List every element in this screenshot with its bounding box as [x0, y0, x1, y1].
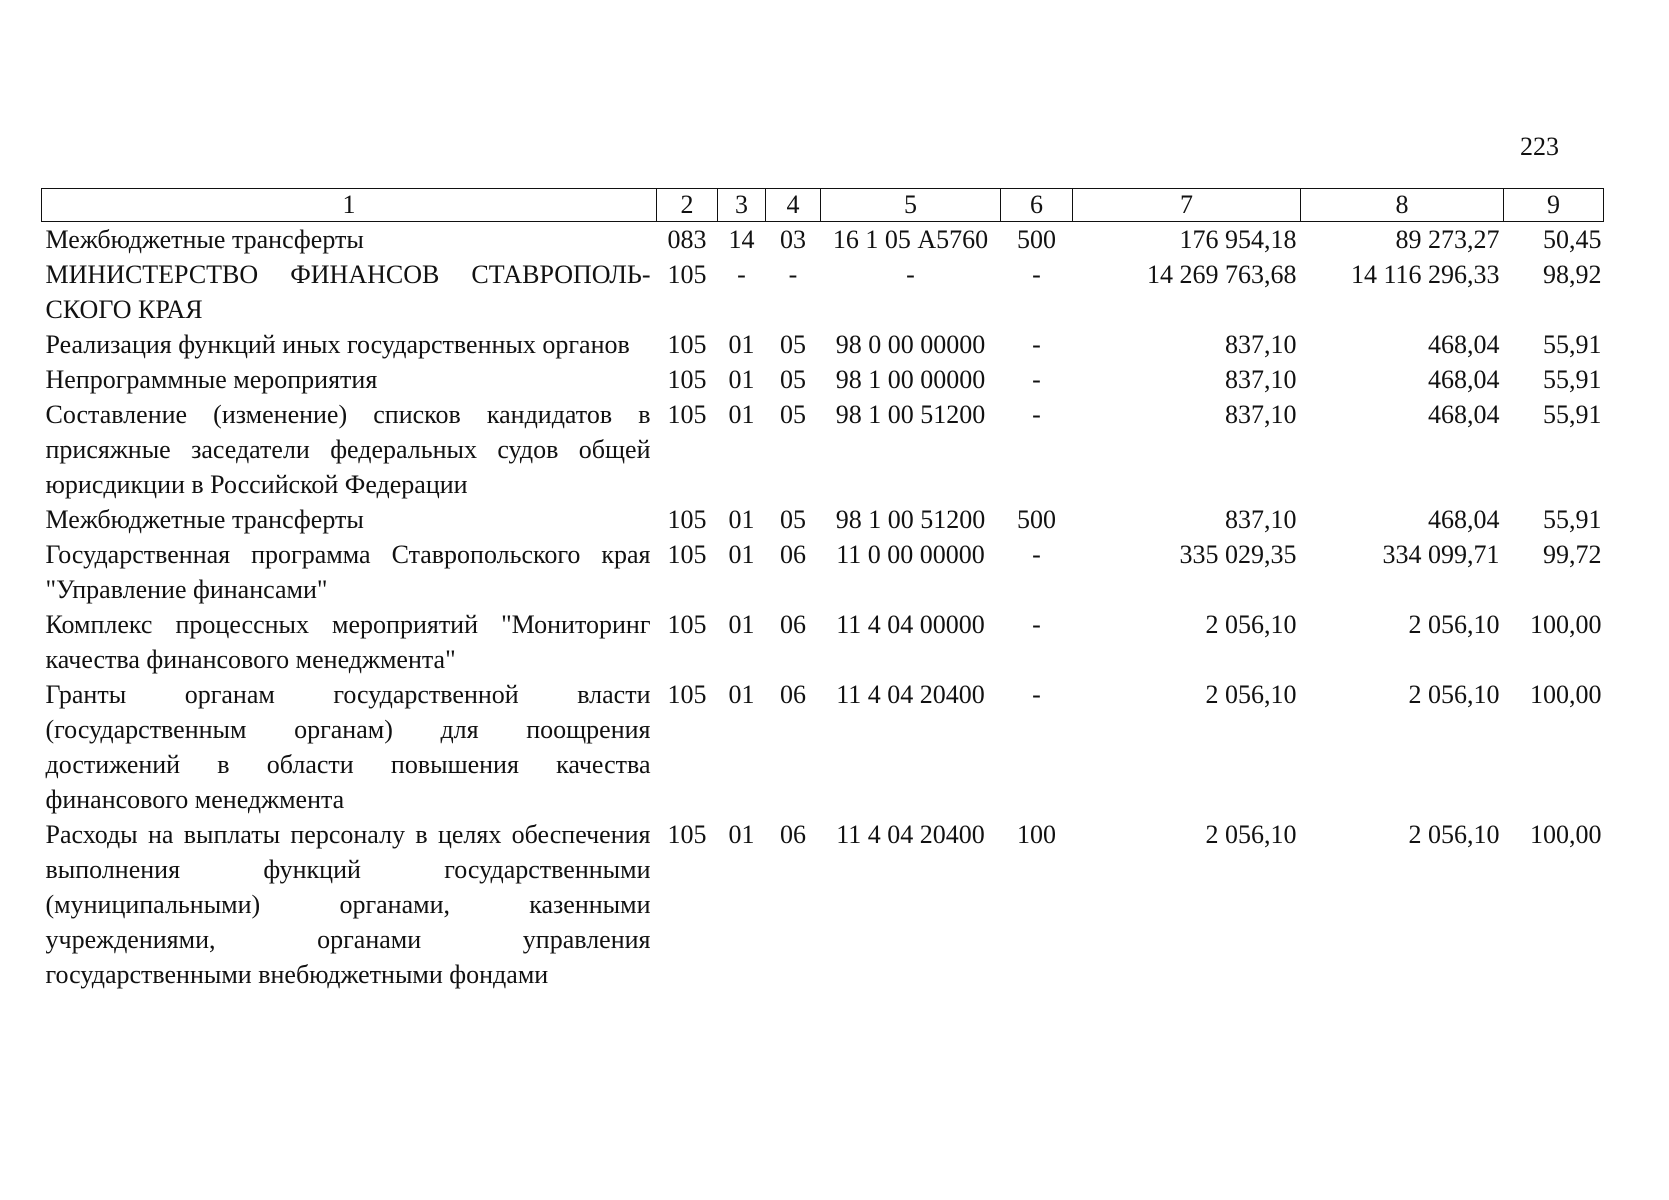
- actual-amount: 2 056,10: [1408, 680, 1500, 709]
- page-number: 223: [1520, 132, 1559, 161]
- header-col-6: 6: [1001, 189, 1073, 222]
- expense-type-code: 500: [1017, 505, 1056, 534]
- table-row: [42, 537, 1604, 607]
- planned-amount: 2 056,10: [1205, 680, 1297, 709]
- execution-percent: 100,00: [1530, 680, 1602, 709]
- chapter-code: 105: [667, 680, 707, 709]
- header-col-7: 7: [1073, 189, 1301, 222]
- chapter-code: 105: [667, 365, 707, 394]
- subsection-code: 03: [780, 225, 806, 254]
- line-item-name: Гранты органам государственной власти (государственным органам) для поощрения достижений в области повышения качества финансового менеджмента: [45, 680, 651, 814]
- target-article-code: 11 0 00 00000: [836, 540, 985, 569]
- header-col-2: 2: [657, 189, 718, 222]
- line-item-name: Комплекс процессных мероприятий "Мониторинг качества финансового менеджмента": [45, 610, 651, 674]
- target-article-code: 11 4 04 20400: [836, 680, 985, 709]
- table-row: [42, 362, 1604, 397]
- table-row: [42, 222, 1604, 258]
- planned-amount: 837,10: [1225, 505, 1297, 534]
- line-item-name: Межбюджетные трансферты: [45, 505, 364, 534]
- chapter-code: 105: [667, 260, 707, 289]
- line-item-name: Реализация функций иных государственных органов: [45, 330, 630, 359]
- expense-type-code: -: [1032, 330, 1041, 359]
- target-article-code: 98 1 00 00000: [835, 365, 986, 394]
- actual-amount: 89 273,27: [1395, 225, 1500, 254]
- planned-amount: 2 056,10: [1205, 820, 1297, 849]
- subsection-code: 05: [780, 400, 806, 429]
- header-col-8: 8: [1301, 189, 1504, 222]
- target-article-code: -: [906, 260, 915, 289]
- section-code: 01: [728, 680, 755, 709]
- chapter-code: 083: [667, 225, 707, 254]
- section-code: 14: [728, 225, 755, 254]
- subsection-code: 05: [780, 365, 806, 394]
- planned-amount: 2 056,10: [1205, 610, 1297, 639]
- table-row: [42, 257, 1604, 327]
- header-col-5: 5: [821, 189, 1001, 222]
- expense-type-code: -: [1032, 365, 1041, 394]
- planned-amount: 837,10: [1225, 400, 1297, 429]
- execution-percent: 55,91: [1543, 365, 1602, 394]
- header-col-9: 9: [1504, 189, 1604, 222]
- line-item-name: МИНИСТЕРСТВО ФИНАНСОВ СТАВРОПОЛЬ-СКОГО КРАЯ: [45, 260, 651, 324]
- actual-amount: 468,04: [1428, 330, 1500, 359]
- expense-type-code: -: [1032, 400, 1041, 429]
- subsection-code: 06: [780, 680, 806, 709]
- execution-percent: 98,92: [1543, 260, 1602, 289]
- expense-type-code: 100: [1017, 820, 1056, 849]
- table-row: [42, 607, 1604, 677]
- table-row: [42, 817, 1604, 992]
- subsection-code: 06: [780, 610, 806, 639]
- expense-type-code: -: [1032, 260, 1041, 289]
- actual-amount: 468,04: [1428, 400, 1500, 429]
- header-row: [42, 189, 1604, 222]
- section-code: 01: [728, 400, 755, 429]
- line-item-name: Межбюджетные трансферты: [45, 225, 364, 254]
- chapter-code: 105: [667, 820, 707, 849]
- chapter-code: 105: [667, 540, 707, 569]
- line-item-name: Государственная программа Ставропольского края "Управление финансами": [45, 540, 651, 604]
- table-row: [42, 397, 1604, 502]
- target-article-code: 98 1 00 51200: [835, 400, 986, 429]
- expense-type-code: -: [1032, 680, 1041, 709]
- chapter-code: 105: [667, 330, 707, 359]
- section-code: 01: [728, 505, 755, 534]
- execution-percent: 100,00: [1530, 610, 1602, 639]
- section-code: 01: [728, 330, 755, 359]
- header-col-4: 4: [766, 189, 821, 222]
- chapter-code: 105: [667, 505, 707, 534]
- subsection-code: 06: [780, 540, 806, 569]
- planned-amount: 176 954,18: [1179, 225, 1297, 254]
- header-col-3: 3: [718, 189, 766, 222]
- actual-amount: 2 056,10: [1408, 820, 1500, 849]
- subsection-code: -: [788, 260, 798, 289]
- section-code: 01: [728, 365, 755, 394]
- execution-percent: 55,91: [1543, 400, 1602, 429]
- target-article-code: 98 0 00 00000: [835, 330, 986, 359]
- section-code: -: [737, 260, 746, 289]
- line-item-name: Составление (изменение) списков кандидатов в присяжные заседатели федеральных судов общей юрисдикции в Российской Федерации: [45, 400, 651, 499]
- expense-type-code: -: [1032, 610, 1041, 639]
- planned-amount: 14 269 763,68: [1147, 260, 1297, 289]
- table-row: [42, 502, 1604, 537]
- header-col-1: 1: [42, 189, 657, 222]
- target-article-code: 11 4 04 20400: [836, 820, 985, 849]
- target-article-code: 11 4 04 00000: [836, 610, 985, 639]
- subsection-code: 05: [780, 330, 806, 359]
- section-code: 01: [728, 610, 755, 639]
- table-body: [42, 222, 1604, 993]
- execution-percent: 50,45: [1543, 225, 1602, 254]
- actual-amount: 468,04: [1428, 365, 1500, 394]
- execution-percent: 99,72: [1543, 540, 1602, 569]
- table-row: [42, 677, 1604, 817]
- actual-amount: 468,04: [1428, 505, 1500, 534]
- planned-amount: 335 029,35: [1179, 540, 1297, 569]
- line-item-name: Расходы на выплаты персоналу в целях обеспечения выполнения функций государственными (муниципальными) органами, казенными учреждениями, органами управления государственными внебюджетными фондами: [45, 820, 651, 989]
- actual-amount: 14 116 296,33: [1350, 260, 1500, 289]
- target-article-code: 16 1 05 А5760: [832, 225, 989, 254]
- budget-table: [41, 188, 1604, 992]
- table-row: [42, 327, 1604, 362]
- chapter-code: 105: [667, 400, 707, 429]
- target-article-code: 98 1 00 51200: [835, 505, 986, 534]
- planned-amount: 837,10: [1225, 330, 1297, 359]
- line-item-name: Непрограммные мероприятия: [45, 365, 378, 394]
- expense-type-code: -: [1032, 540, 1041, 569]
- actual-amount: 334 099,71: [1382, 540, 1500, 569]
- section-code: 01: [728, 540, 755, 569]
- expense-type-code: 500: [1017, 225, 1056, 254]
- execution-percent: 55,91: [1543, 330, 1602, 359]
- planned-amount: 837,10: [1225, 365, 1297, 394]
- subsection-code: 06: [780, 820, 806, 849]
- actual-amount: 2 056,10: [1408, 610, 1500, 639]
- section-code: 01: [728, 820, 755, 849]
- subsection-code: 05: [780, 505, 806, 534]
- execution-percent: 55,91: [1543, 505, 1602, 534]
- chapter-code: 105: [667, 610, 707, 639]
- execution-percent: 100,00: [1530, 820, 1602, 849]
